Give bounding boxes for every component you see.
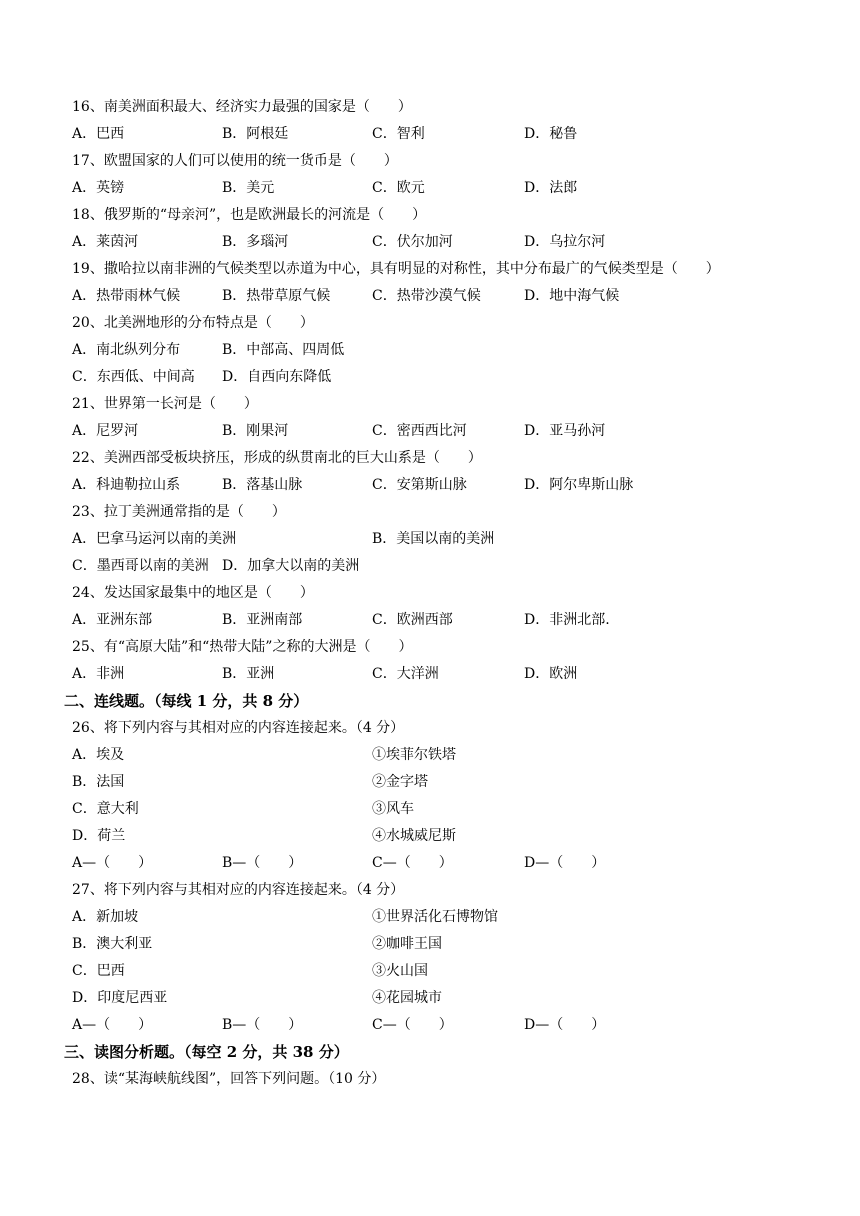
option-item: A—（ ）	[72, 1017, 153, 1033]
option-item: D．亚马孙河	[524, 423, 606, 439]
question-text: 26、将下列内容与其相对应的内容连接起来。（4 分）	[72, 720, 405, 736]
option-item: D．自西向东降低	[222, 369, 332, 385]
option-item: ①世界活化石博物馆	[372, 909, 498, 925]
option-item: C．墨西哥以南的美洲	[72, 558, 209, 574]
option-item: C．大洋洲	[372, 666, 439, 682]
option-item: C．热带沙漠气候	[372, 288, 481, 304]
option-item: D—（ ）	[524, 855, 606, 871]
option-item: D．地中海气候	[524, 288, 620, 304]
option-item: A．新加坡	[72, 909, 139, 925]
option-item: A．亚洲东部	[72, 612, 153, 628]
question-text: 19、撒哈拉以南非洲的气候类型以赤道为中心，具有明显的对称性，其中分布最广的气候类型是（ ）	[72, 261, 720, 277]
option-item: A．巴西	[72, 126, 125, 142]
question-text: 23、拉丁美洲通常指的是（ ）	[72, 504, 286, 520]
option-item: A．非洲	[72, 666, 125, 682]
question-text: 25、有“高原大陆”和“热带大陆”之称的大洲是（ ）	[72, 639, 413, 655]
question-text: 21、世界第一长河是（ ）	[72, 396, 258, 412]
option-item: C．巴西	[72, 963, 125, 979]
option-item: ②咖啡王国	[372, 936, 442, 952]
option-item: D．秘鲁	[524, 126, 578, 142]
option-item: A．英镑	[72, 180, 125, 196]
option-item: D．法郎	[524, 180, 578, 196]
option-item: ①埃菲尔铁塔	[372, 747, 456, 763]
question-text: 22、美洲西部受板块挤压，形成的纵贯南北的巨大山系是（ ）	[72, 450, 482, 466]
option-item: D．印度尼西亚	[72, 990, 168, 1006]
question-text: 27、将下列内容与其相对应的内容连接起来。（4 分）	[72, 882, 405, 898]
option-item: A．埃及	[72, 747, 125, 763]
option-item: D．阿尔卑斯山脉	[524, 477, 634, 493]
option-item: C．密西西比河	[372, 423, 467, 439]
question-text: 24、发达国家最集中的地区是（ ）	[72, 585, 314, 601]
option-item: D—（ ）	[524, 1017, 606, 1033]
option-item: ③火山国	[372, 963, 428, 979]
option-item: C．欧元	[372, 180, 425, 196]
option-item: B．刚果河	[222, 423, 289, 439]
option-item: B—（ ）	[222, 855, 303, 871]
option-item: C．东西低、中间高	[72, 369, 195, 385]
section-heading: 二、连线题。（每线 1 分，共 8 分）	[64, 692, 309, 710]
option-item: B．落基山脉	[222, 477, 303, 493]
option-item: B．澳大利亚	[72, 936, 153, 952]
question-text: 20、北美洲地形的分布特点是（ ）	[72, 315, 314, 331]
option-item: D．乌拉尔河	[524, 234, 606, 250]
option-item: A．莱茵河	[72, 234, 139, 250]
option-item: B．亚洲南部	[222, 612, 303, 628]
section-heading: 三、读图分析题。（每空 2 分，共 38 分）	[64, 1043, 349, 1061]
option-item: ④花园城市	[372, 990, 442, 1006]
option-item: D．加拿大以南的美洲	[222, 558, 360, 574]
question-text: 18、俄罗斯的“母亲河”，也是欧洲最长的河流是（ ）	[72, 207, 427, 223]
question-text: 17、欧盟国家的人们可以使用的统一货币是（ ）	[72, 153, 398, 169]
option-item: B．阿根廷	[222, 126, 289, 142]
option-item: C—（ ）	[372, 1017, 453, 1033]
option-item: D．非洲北部.	[524, 612, 610, 628]
option-item: B．热带草原气候	[222, 288, 331, 304]
option-item: A．热带雨林气候	[72, 288, 181, 304]
option-item: B．法国	[72, 774, 125, 790]
option-item: A．巴拿马运河以南的美洲	[72, 531, 237, 547]
option-item: B．多瑙河	[222, 234, 289, 250]
option-item: B．亚洲	[222, 666, 275, 682]
option-item: C．意大利	[72, 801, 139, 817]
option-item: D．欧洲	[524, 666, 578, 682]
option-item: ③风车	[372, 801, 414, 817]
question-text: 28、读“某海峡航线图”，回答下列问题。（10 分）	[72, 1071, 386, 1087]
option-item: A．南北纵列分布	[72, 342, 181, 358]
question-text: 16、南美洲面积最大、经济实力最强的国家是（ ）	[72, 99, 412, 115]
option-item: A．科迪勒拉山系	[72, 477, 181, 493]
option-item: B．中部高、四周低	[222, 342, 345, 358]
option-item: B．美国以南的美洲	[372, 531, 495, 547]
option-item: C．伏尔加河	[372, 234, 453, 250]
option-item: B．美元	[222, 180, 275, 196]
option-item: C—（ ）	[372, 855, 453, 871]
option-item: D．荷兰	[72, 828, 126, 844]
option-item: A—（ ）	[72, 855, 153, 871]
option-item: C．欧洲西部	[372, 612, 453, 628]
option-item: A．尼罗河	[72, 423, 139, 439]
option-item: C．安第斯山脉	[372, 477, 467, 493]
option-item: C．智利	[372, 126, 425, 142]
option-item: B—（ ）	[222, 1017, 303, 1033]
option-item: ④水城威尼斯	[372, 828, 456, 844]
option-item: ②金字塔	[372, 774, 428, 790]
